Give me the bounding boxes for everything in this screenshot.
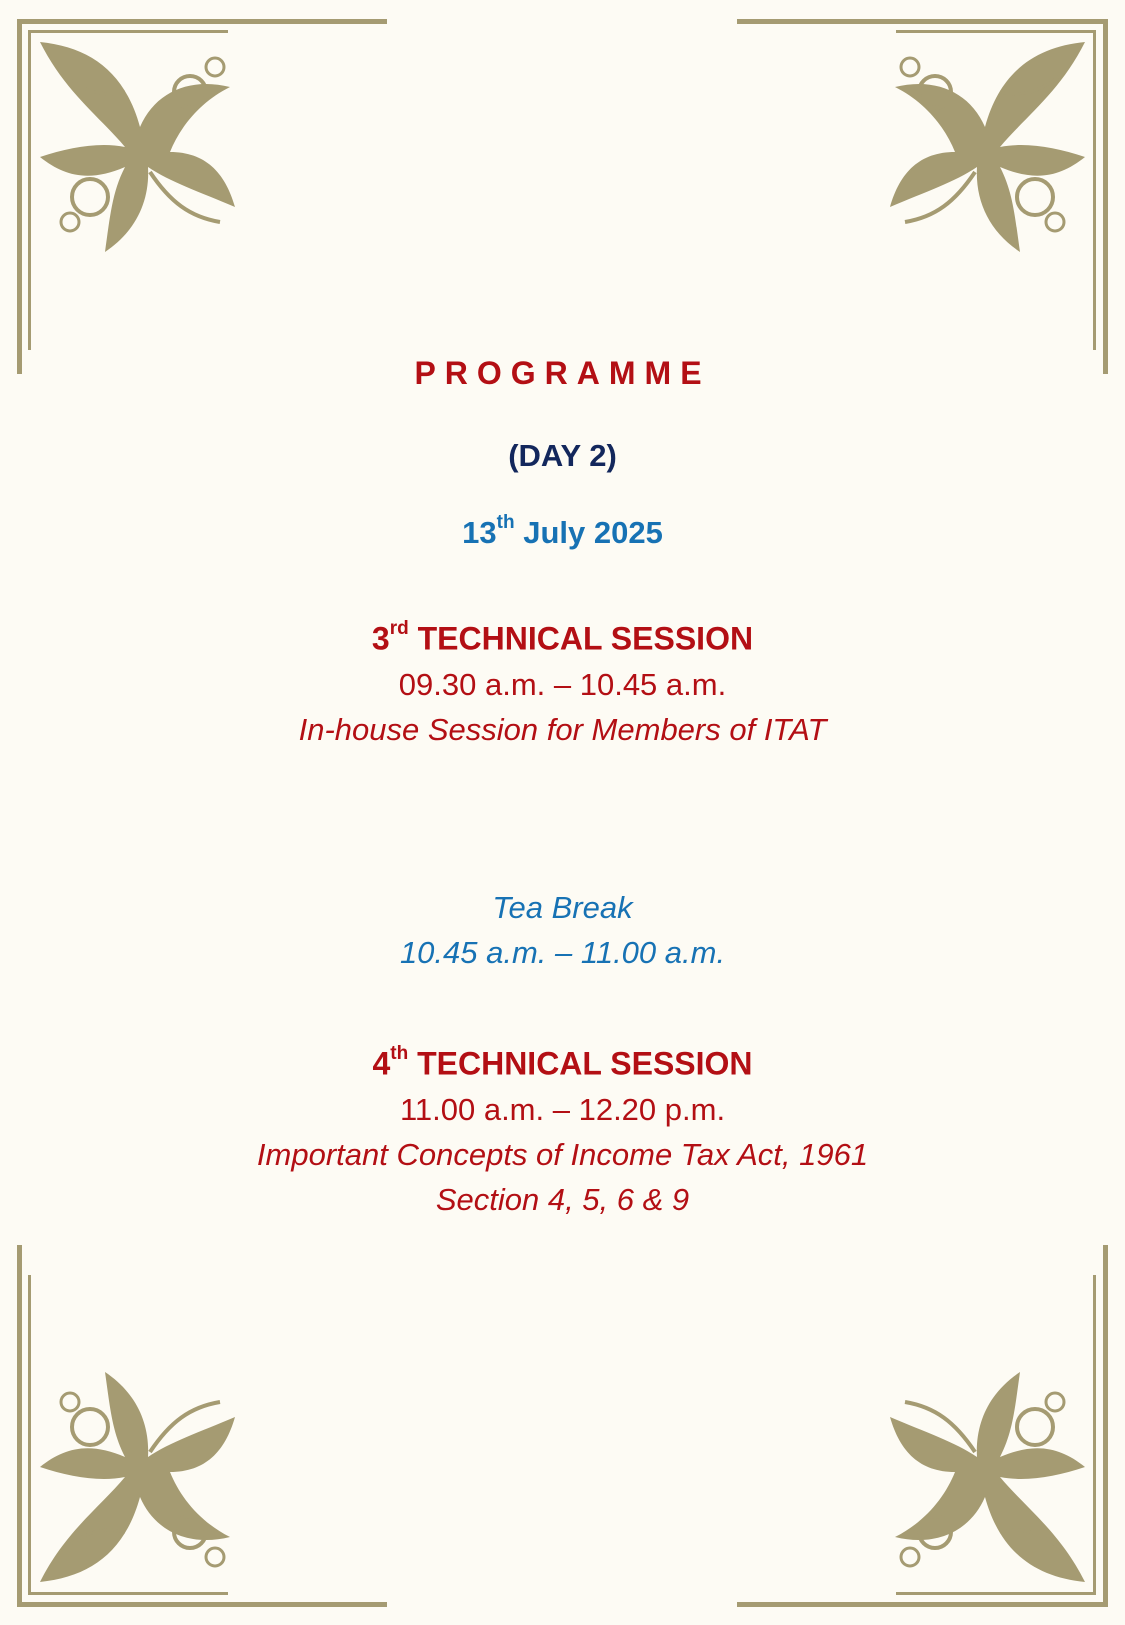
- session-description: In-house Session for Members of ITAT: [298, 711, 827, 747]
- frame-line-bottom-right: [737, 1602, 1108, 1607]
- tea-break-block: [0, 885, 1125, 975]
- session-time: 09.30 a.m. – 10.45 a.m.: [398, 666, 727, 702]
- floral-ornament-bottom-right-icon: [875, 1362, 1095, 1592]
- session-block-3: [0, 610, 1125, 752]
- tea-break-time: 10.45 a.m. – 11.00 a.m.: [399, 935, 726, 970]
- frame-line-left-bottom: [17, 1245, 22, 1607]
- session-number: 4: [372, 1045, 391, 1082]
- session-description-secondary: Section 4, 5, 6 & 9: [435, 1181, 690, 1217]
- session-number: 3: [371, 620, 390, 657]
- session-description: Important Concepts of Income Tax Act, 1961: [256, 1136, 869, 1172]
- floral-ornament-top-right-icon: [875, 32, 1095, 262]
- floral-ornament-top-left-icon: [30, 32, 250, 262]
- frame-line-bottom-left-inner: [28, 1592, 228, 1595]
- date-month-year: July 2025: [523, 515, 663, 550]
- frame-line-top-right: [737, 19, 1108, 24]
- date-day-number: 13: [462, 515, 497, 550]
- frame-line-top-left: [17, 19, 387, 24]
- session-heading: [0, 610, 1125, 662]
- frame-line-bottom-left: [17, 1602, 387, 1607]
- session-time: 11.00 a.m. – 12.20 p.m.: [399, 1091, 726, 1127]
- frame-line-left-top: [17, 19, 22, 374]
- day-label: (DAY 2): [508, 438, 617, 473]
- session-heading-text: TECHNICAL SESSION: [417, 1045, 753, 1082]
- tea-break-label: Tea Break: [492, 890, 633, 925]
- event-date: [0, 511, 1125, 551]
- session-heading-text: TECHNICAL SESSION: [417, 620, 754, 657]
- frame-line-bottom-right-inner: [896, 1592, 1096, 1595]
- session-block-4: [0, 1035, 1125, 1222]
- date-ordinal-suffix: th: [496, 511, 515, 533]
- session-ordinal-suffix: rd: [389, 618, 409, 639]
- floral-ornament-bottom-left-icon: [30, 1362, 250, 1592]
- programme-title: PROGRAMME: [414, 355, 711, 391]
- session-heading: [0, 1035, 1125, 1087]
- session-ordinal-suffix: th: [390, 1043, 409, 1064]
- frame-line-right-top: [1103, 19, 1108, 374]
- frame-line-right-bottom: [1103, 1245, 1108, 1607]
